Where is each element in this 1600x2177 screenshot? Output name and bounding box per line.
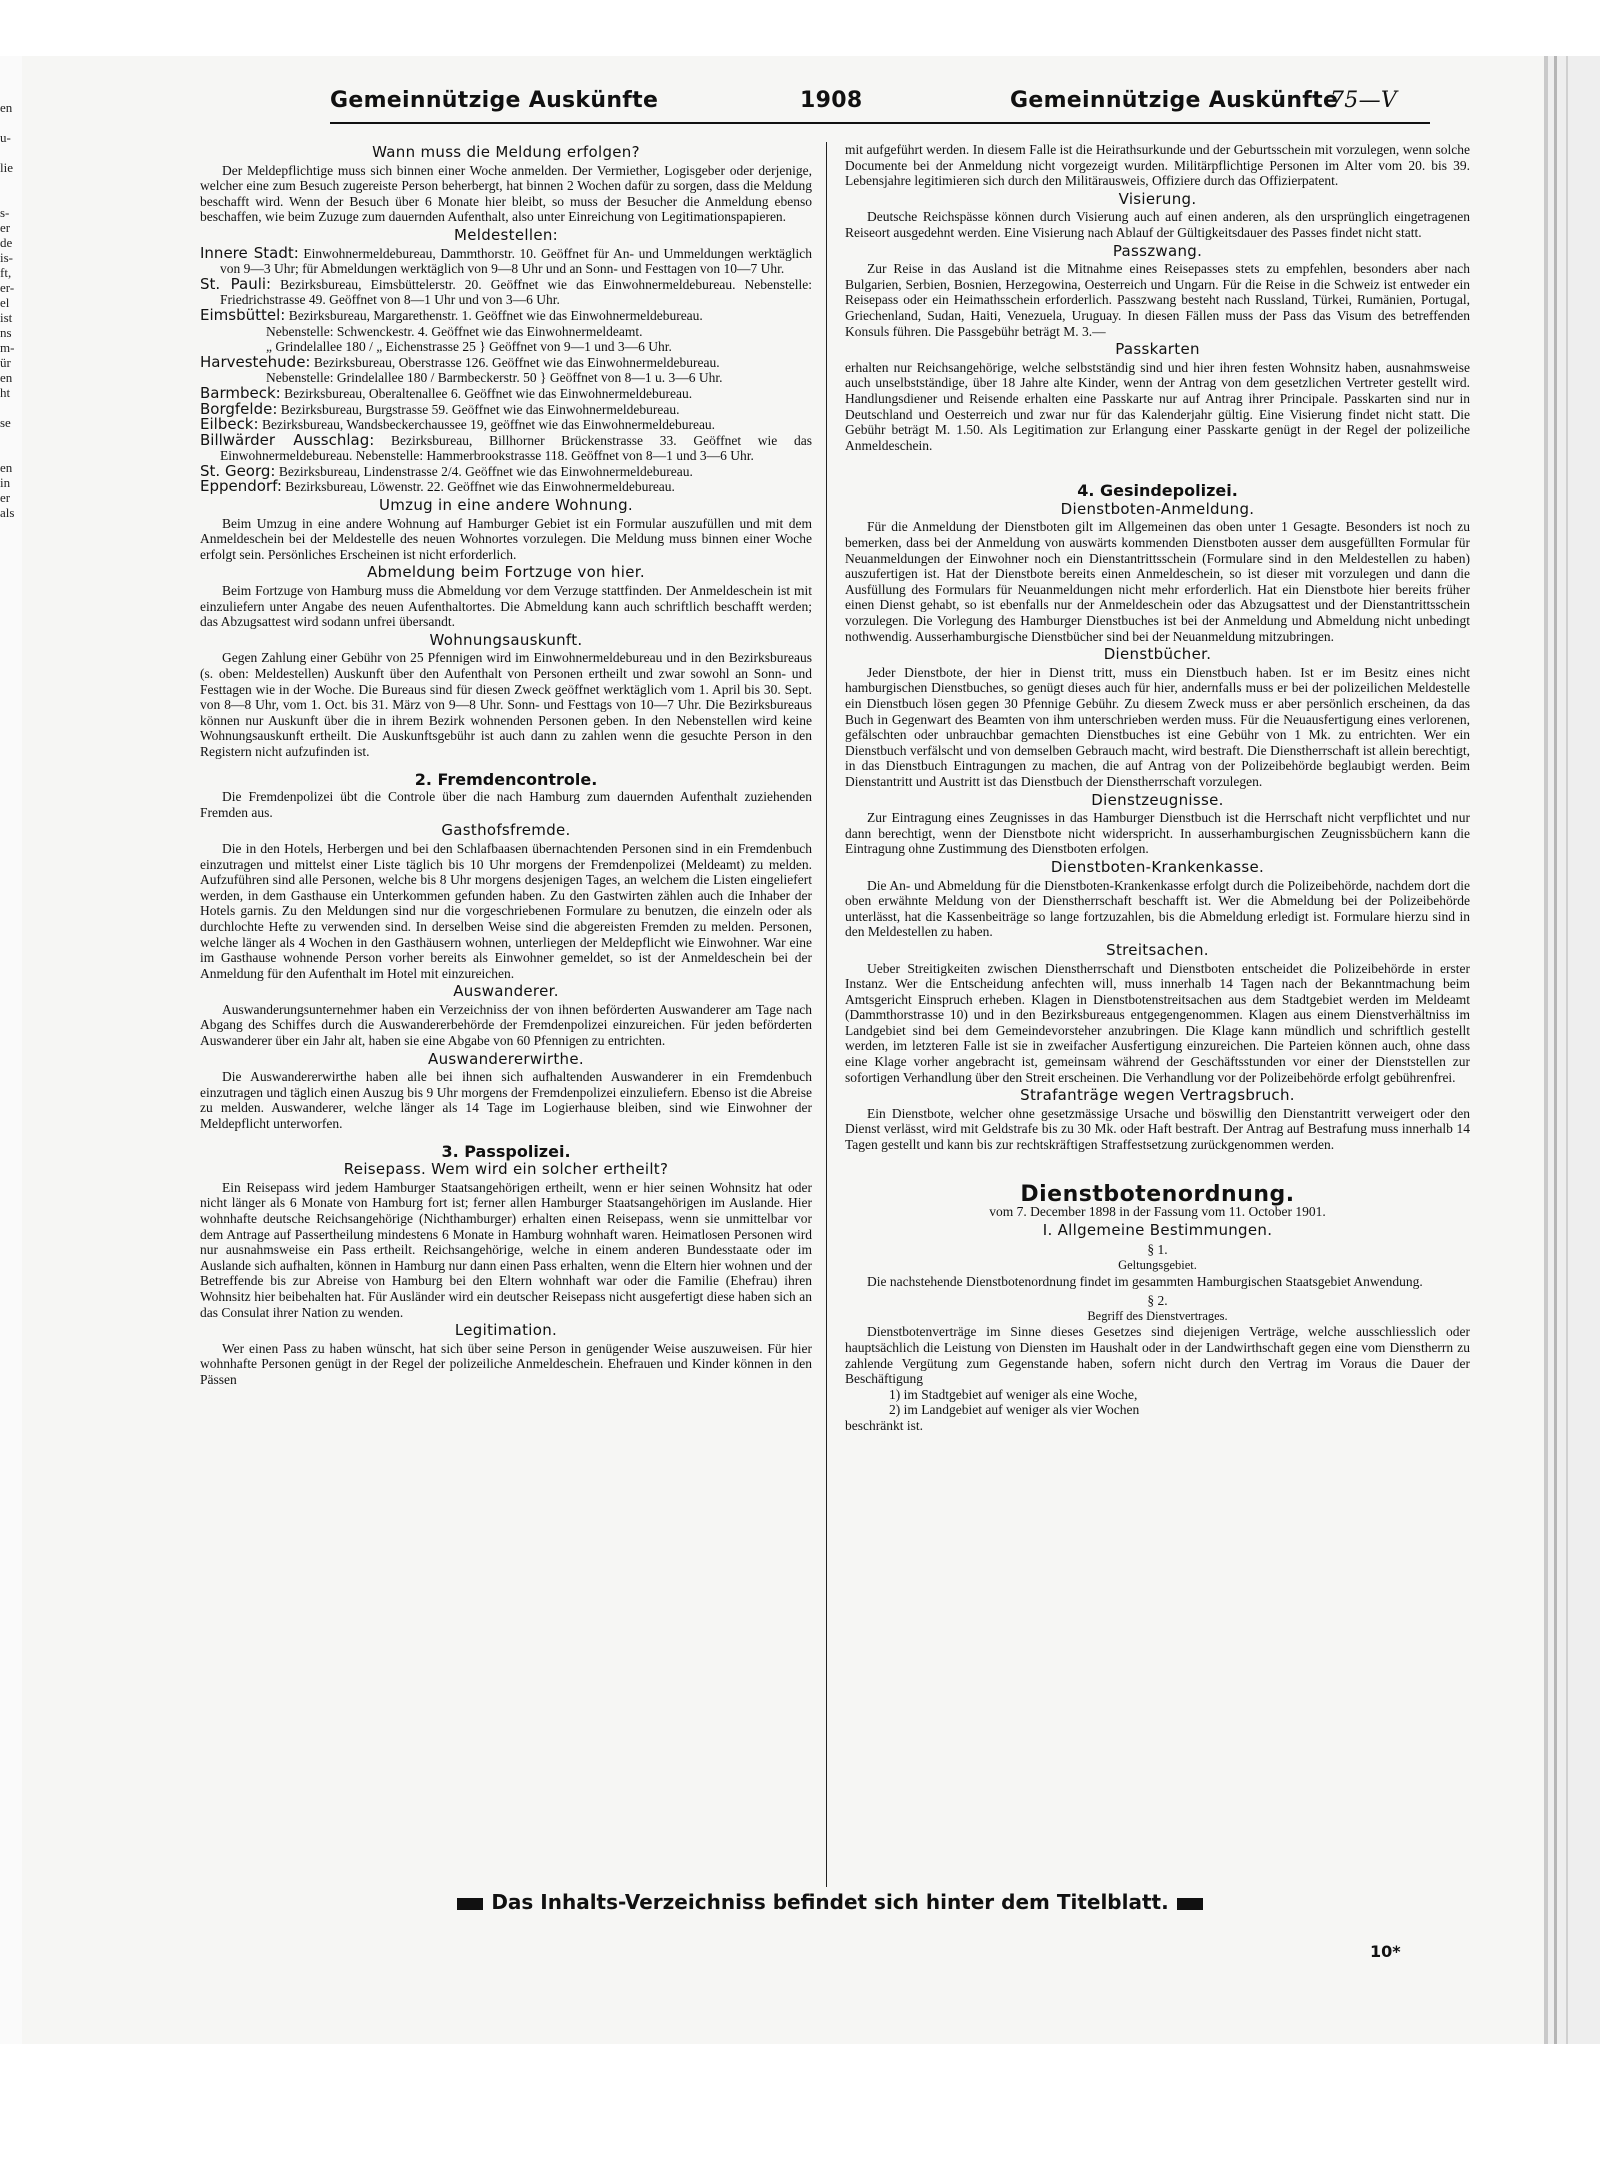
section-heading: Gasthofsfremde. [441,821,571,840]
paragraph: mit aufgeführt werden. In diesem Falle ist die Heirathsurkunde und der Geburtsschein mit vorzulegen, wenn solche Documente bei der Anmeldung nicht vorgezeigt wurden. Militärpflichtige Personen im Alter vom 20. bis 39. Lebensjahre legitimieren sich durch den Militärausweis, Offiziere durch das Offizierpatent. [845,142,1470,189]
section-heading: Reisepass. Wem wird ein solcher ertheilt? [343,1160,669,1179]
footer-notice-text: Das Inhalts-Verzeichniss befindet sich hinter dem Titelblatt. [491,1890,1169,1914]
page-edge [1554,56,1557,2044]
paragraph: Ueber Streitigkeiten zwischen Dienstherrschaft und Dienstboten entscheidet die Polizeibehörde in erster Instanz. Wer die Entscheidung anfechten will, muss innerhalb 14 Tagen nach der Bekanntmachung beim Amtsgericht Einspruch erheben. Klagen in Dienstbotenstreitsachen aus dem Stadtgebiet werden im Meldeamt (Dammthorstrasse 10) und in den Bezirksbureaus entgegengenommen. Klagen aus einem Dienstverhältniss im Landgebiet sind bei dem Gemeindevorsteher anzubringen. Die Klage kann mündlich und schriftlich gestellt werden, im letzteren Falle ist sie in zweifacher Ausfertigung einzureichen. Die Parteien können auch, ohne dass eine Klage vorher angebracht ist, gemeinsam während der Geschäftsstunden vor einer der Dienststellen zur sofortigen Verhandlung über den Streit erscheinen. Die Verhandlung vor der Polizeibehörde erfolgt gebührenfrei. [845,960,1470,1085]
office-entry [200,399,812,418]
district-name: Eppendorf: [200,477,282,496]
pointing-hand-icon [1177,1898,1203,1910]
entry-text: Bezirksbureau, Billhorner Brückenstrasse 33. Geöffnet wie das Einwohnermeldebureau. Nebenstelle: Hammerbrookstrasse 118. Geöffnet von 8—1 und 3—6 Uhr. [220,432,813,464]
branch-entry: Nebenstelle: Grindelallee 180 / Barmbeckerstr. 50 } Geöffnet von 8—1 u. 3—6 Uhr. [266,370,723,386]
paragraph: Jeder Dienstbote, der hier in Dienst tritt, muss ein Dienstbuch haben. Ist er im Besitz eines nicht hamburgischen Dienstbuches, so genügt dieses auch für hier, andernfalls muss er bei der polizeilichen Meldestelle ein Dienstbuch lösen gegen 30 Pfennige Gebühr. Zu diesem Zweck muss er aber persönlich erscheinen, da das Buch in Gegenwart des Beamten von ihm unterschrieben werden muss. Für die Neuausfertigung eines verlorenen, gefälschten oder unbrauchbar gemachten Dienstbuches ist eine Gebühr von 1 Mk. zu entrichten. Wer ein Dienstbuch verfälscht und von demselben Gebrauch macht, wird bestraft. Die Dienstherrschaft ist allein berechtigt, in das Dienstbuch Eintragungen zu machen, die auf Antrag von der Polizeibehörde beglaubigt werden. Beim Dienstantritt und Austritt ist das Dienstbuch der Dienstherrschaft vorzulegen. [845,664,1470,789]
chapter-heading: 4. Gesindepolizei. [1077,481,1238,501]
entry-text: Bezirksbureau, Eimsbüttelerstr. 20. Geöffnet wie das Einwohnermeldebureau. Nebenstelle: Friedrichstrasse 49. Geöffnet von 8—1 Uhr und von 3—6 Uhr. [220,276,812,308]
paragraph: Die nachstehende Dienstbotenordnung findet im gesammten Hamburgischen Staatsgebiet Anwendung. [867,1273,1423,1289]
entry-text: Bezirksbureau, Burgstrasse 59. Geöffnet wie das Einwohnermeldebureau. [280,401,680,417]
office-entry [200,352,812,371]
section-heading: Streitsachen. [1106,940,1209,959]
entry-text: Bezirksbureau, Lindenstrasse 2/4. Geöffnet wie das Einwohnermeldebureau. [278,463,693,479]
footer-notice [430,1890,1230,1914]
header-left-title: Gemeinnützige Auskünfte [330,88,659,113]
section-heading: Wohnungsauskunft. [429,630,583,649]
office-entry [200,274,812,308]
gutter-text: en u- lie s- er de is- ft, er- el ist ns m- ür en ht se en in er als [0,100,15,520]
office-entry [200,461,812,480]
chapter-heading: 3. Passpolizei. [441,1141,571,1161]
paragraph: Beim Fortzuge von Hamburg muss die Abmeldung vor dem Verzuge stattfinden. Der Anmeldeschein ist mit einzuliefern unter Angabe des neuen Aufenthaltortes. Die Abmeldung kann auch schriftlich beschafft werden; das Abzugsattest wird sodann unfrei übersandt. [200,583,812,630]
paragraph-label: Begriff des Dienstvertrages. [1087,1308,1228,1323]
district-name: Barmbeck: [200,383,281,402]
paragraph-label: Geltungsgebiet. [1118,1258,1197,1272]
list-item: 2) im Landgebiet auf weniger als vier Wochen [889,1402,1140,1418]
section-heading: Strafanträge wegen Vertragsbruch. [1020,1086,1295,1105]
chapter-heading: 2. Fremdencontrole. [414,769,598,789]
pointing-hand-icon [457,1898,483,1910]
paragraph: Für die Anmeldung der Dienstboten gilt im Allgemeinen das oben unter 1 Gesagte. Besonders ist noch zu bemerken, dass bei der Anmeldung von auswärts kommenden Dienstboten ausser dem ausgefüllten Formular für Neuanmeldungen der Einwohner noch ein Dienstantrittsschein (Formulare sind in den Meldestellen zu haben) auszufertigen ist. Hat der Dienstbote bereits einen Anmeldeschein, so ist dieser mit vorzulegen und dann die Ausfüllung des Formulars für Neuanmeldungen nicht mehr erforderlich. Hat ein Dienstbote hier bereits früher einen Dienst gehabt, so ist ebenfalls nur der Anmeldeschein oder das Abzugsattest und der Dienstantrittsschein vorzulegen. Die Vorlegung des Hamburger Dienstbuches ist bei der Anmeldung und Abmeldung nicht unbedingt nothwendig. Ausserhamburgische Dienstbücher sind bei der Neuanmeldung mitzubringen. [845,519,1470,644]
district-name: Borgfelde: [200,399,278,418]
paragraph: Die An- und Abmeldung für die Dienstboten-Krankenkasse erfolgt durch die Polizeibehörde, nachdem dort die oben erwähnte Meldung von der Dienstherrschaft beschafft ist. Wer die Abmeldung bei der Polizeibehörde unterlässt, hat die Kassenbeiträge so lange fortzuzahlen, bis die Abmeldung erledigt ist. Formulare hierzu sind in den Meldestellen zu haben. [845,877,1470,940]
office-entry [200,383,812,402]
office-entry [200,430,813,464]
paragraph: Wer einen Pass zu haben wünscht, hat sich über seine Person in genügender Weise auszuweisen. Für hier wohnhafte Personen genügt in der Regel der polizeiliche Anmeldeschein. Ehefrauen und Kinder können in den Pässen [200,1340,812,1387]
right-column [845,142,1470,1434]
paragraph: Dienstbotenverträge im Sinne dieses Gesetzes sind diejenigen Verträge, welche ausschliesslich oder hauptsächlich die Leistung von Diensten im Haushalt oder in der Landwirthschaft gegen eine vom Dienstherrn zu zahlende Vergütung zum Gegenstande haben, sofern nicht durch den Vertrag im Voraus die Dauer der Beschäftigung [845,1324,1470,1387]
branch-entry: „ Grindelallee 180 / „ Eichenstrasse 25 } Geöffnet von 9—1 und 3—6 Uhr. [266,339,672,355]
section-heading: Meldestellen: [453,225,559,244]
entry-text: Bezirksbureau, Wandsbeckerchaussee 19, geöffnet wie das Einwohnermeldebureau. [261,417,716,433]
section-heading: Passkarten [1115,340,1200,359]
page-header [330,88,1430,122]
signature-mark: 10* [1370,1942,1401,1961]
paragraph: Gegen Zahlung einer Gebühr von 25 Pfennigen wird im Einwohnermeldebureau und in den Bezirksbureaus (s. oben: Meldestellen) Auskunft über den Aufenthalt von Personen ertheilt und zwar sowohl an Sonn- und Festtagen wie in der Woche. Die Bureaus sind für diesen Zweck geöffnet werktäglich vom 1. April bis 30. Sept. von 8—8 Uhr, vom 1. Oct. bis 31. März von 9—8 Uhr. Sonn- und Festtags von 10—7 Uhr. Die Bezirksbureaus können nur Auskunft über die in ihrem Bezirk wohnenden Personen geben. In den Nebenstellen wird keine Wohnungsauskunft ertheilt. Die Auskunftsgebühr ist auch dann zu zahlen wenn die gesuchte Person in den Registern nicht aufzufinden ist. [200,650,812,759]
section-heading: Wann muss die Meldung erfolgen? [372,143,640,161]
paragraph: Ein Dienstbote, welcher ohne gesetzmässige Ursache und böswillig den Dienstantritt verweigert oder den Dienst verlässt, wird mit Geldstrafe bis zu 30 Mk. oder Haft bestraft. Der Antrag auf Bestrafung muss innerhalb 14 Tagen gestellt und kann bis zur rechtskräftigen Straffestsetzung zurückgenommen werden. [845,1105,1470,1153]
section-heading: Passzwang. [1112,241,1203,260]
section-heading: Umzug in eine andere Wohnung. [378,496,634,515]
office-entry [200,479,812,495]
paragraph: Der Meldepflichtige muss sich binnen einer Woche anmelden. Der Vermiether, Logisgeber oder derjenige, welcher eine zum Besuch zugereiste Person beherbergt, hat binnen 2 Wochen dafür zu sorgen, dass die Meldung beschafft wird. Wenn der Besuch über 6 Monate hier bleibt, so muss der Besucher die Anmeldung ebenso beschaffen, wie beim Zuzuge zum dauernden Aufenthalt, also unter Einreichung von Legitimationspapieren. [200,162,812,225]
paragraph: Die Auswandererwirthe haben alle bei ihnen sich aufhaltenden Auswanderer in ein Fremdenbuch einzutragen und täglich einen Auszug bis 9 Uhr morgens der Fremdenpolizei einzuliefern. Ebenso ist die Abreise zu melden. Auswanderer, welche länger als 14 Tage im Logierhause bleiben, sind wie Einwohner der Meldepflicht unterworfen. [200,1069,812,1132]
paragraph: Ein Reisepass wird jedem Hamburger Staatsangehörigen ertheilt, wenn er hier seinen Wohnsitz hat oder nicht länger als 6 Monate von Hamburg fort ist; ferner allen Hamburger Staatsangehörigen im Auslande. Hier wohnhafte deutsche Reichsangehörige (Nichthamburger) erhalten einen Reisepass, wenn sie unmittelbar vor dem Antrage auf Passertheilung mindestens 6 Monate in Hamburg wohnhaft waren. Heimatlosen Personen wird nur ausnahmsweise ein Pass ertheilt. Reichsangehörige, welche in einem anderen Bundesstaate oder im Auslande sich aufhalten, können in Hamburg nur dann einen Pass erhalten, wenn die Eltern hier wohnen und der Betreffende bis zur Abreise von Hamburg bei den Eltern wohnhaft war oder die Familie (Ehefrau) ihren Wohnsitz hier beibehalten hat. Für Ausländer wird ein deutscher Reisepass nicht ausgefertigt diese haben sich an das Consulat ihrer Nation zu wenden. [200,1179,812,1320]
paragraph: erhalten nur Reichsangehörige, welche selbstständig sind und hier ihren festen Wohnsitz haben, ausnahmsweise auch unselbstständige, über 18 Jahre alte Kinder, wenn der Antrag von dem gesetzlichen Vertreter gestellt wird. Handlungsdiener und Reisende erhalten eine Passkarte nur auf Antrag ihrer Principale. Passkarten sind nur in Deutschland und Oesterreich und zwar nur für das Kalenderjahr gültig. Eine Visierung findet nicht statt. Die Gebühr beträgt M. 1.50. Als Legitimation zur Erlangung einer Passkarte genügt in der Regel der polizeiliche Anmeldeschein. [845,359,1470,453]
entry-text: Bezirksbureau, Oberstrasse 126. Geöffnet wie das Einwohnermeldebureau. [313,354,720,370]
paragraph: Die Fremdenpolizei übt die Controle über die nach Hamburg zum dauernden Aufenthalt zuziehenden Fremden aus. [200,789,812,820]
entry-text: Bezirksbureau, Margarethenstr. 1. Geöffnet wie das Einwohnermeldebureau. [288,307,703,323]
district-name: Billwärder Ausschlag: [200,430,375,449]
district-name: Innere Stadt: [200,243,299,262]
header-right-title: Gemeinnützige Auskünfte [1010,88,1339,113]
paragraph-number: § 2. [1147,1293,1168,1309]
page-edge [1566,56,1568,2044]
office-entry [200,305,812,324]
entry-text: Einwohnermeldebureau, Dammthorstr. 10. Geöffnet für An- und Ummeldungen werktäglich von 9—3 Uhr; für Abmeldungen werktäglich von 9—8 Uhr und an Sonn- und Festtagen von 10—7 Uhr. [220,245,813,277]
paragraph: Auswanderungsunternehmer haben ein Verzeichniss der von ihnen beförderten Auswanderer am Tage nach Abgang des Schiffes durch die Auswandererbehörde der Fremdenpolizei einzureichen. Für jeden beförderten Auswanderer über ein Jahr alt, haben sie eine Abgabe von 60 Pfennigen zu entrichten. [200,1001,812,1049]
left-column [200,142,812,1388]
paragraph: Die in den Hotels, Herbergen und bei den Schlafbaasen übernachtenden Personen sind in ein Fremdenbuch einzutragen und mittelst einer Liste täglich bis 10 Uhr morgens der Fremdenpolizei (Meldeamt) zu melden. Aufzuführen sind alle Personen, welche bis 8 Uhr morgens desjenigen Tages, an welchem die Listen eingeliefert werden, in dem Gasthause ein Unterkommen gefunden haben. Zu den Gastwirten zählen auch die Inhaber der Hotels garnis. Zu den Meldungen sind nur die vorgeschriebenen Formulare zu benutzen, die einzeln oder als durchlochte Hefte zu verwenden sind. In derselben Weise sind die abgereisten Fremden zu melden. Personen, welche länger als 4 Wochen in den Gasthäusern wohnen, unterliegen der Meldepflicht wie Einwohner. War eine im Gasthause wohnende Person vorher bereits als Einwohner gemeldet, so ist der Anmeldeschein bei der Anmeldung für den Aufenthalt im Hotel mit einzureichen. [200,840,812,981]
header-page-number: 75—V [1330,88,1398,113]
header-rule [330,122,1430,124]
section-heading: I. Allgemeine Bestimmungen. [1042,1220,1273,1239]
paragraph: Zur Reise in das Ausland ist die Mitnahme eines Reisepasses stets zu empfehlen, besonders aber nach Bulgarien, Serbien, Bosnien, Herzegowina, Oesterreich und Ungarn. Für die Reise in die Schweiz ist entweder ein Reisepass oder ein Heimathsschein erforderlich. Passzwang besteht nach Russland, Türkei, Rumänien, Portugal, Griechenland, Sudan, Haiti, Venezuela, Uruguay. In diesen Fällen muss der Pass das Visum des betreffenden Konsuls führen. Die Passgebühr beträgt M. 3.— [845,261,1470,339]
section-heading: Legitimation. [454,1321,558,1340]
office-entry [200,243,813,277]
entry-text: Bezirksbureau, Löwenstr. 22. Geöffnet wie das Einwohnermeldebureau. [285,479,675,495]
paragraph-number: § 1. [1147,1242,1168,1258]
district-name: Harvestehude: [200,352,311,371]
paragraph: Beim Umzug in eine andere Wohnung auf Hamburger Gebiet ist ein Formular auszufüllen und mit dem Anmeldeschein bei der Meldestelle des neuen Wohnortes vorzulegen. Die Meldung muss binnen einer Woche erfolgt sein. Persönliches Erscheinen ist nicht erforderlich. [200,515,812,562]
section-heading: Auswandererwirthe. [428,1049,584,1068]
district-name: Eilbeck: [200,415,259,434]
paragraph: beschränkt ist. [845,1417,923,1433]
page-edge [1544,56,1548,2044]
district-name: St. Georg: [200,461,276,480]
section-heading: Visierung. [1118,189,1197,208]
section-heading: Dienstbücher. [1103,645,1212,664]
section-heading: Dienstboten-Anmeldung. [1060,499,1255,518]
section-heading: Abmeldung beim Fortzuge von hier. [367,563,645,582]
entry-text: Bezirksbureau, Oberaltenallee 6. Geöffnet wie das Einwohnermeldebureau. [284,385,693,401]
ordinance-date: vom 7. December 1898 in der Fassung vom 11. October 1901. [989,1204,1326,1220]
paragraph: Deutsche Reichspässe können durch Visierung auch auf einen anderen, als den ursprünglich eingetragenen Reiseort ausgedehnt werden. Eine Visierung nach Ablauf der Gültigkeitsdauer des Passes findet nicht statt. [845,209,1470,240]
paragraph: Zur Eintragung eines Zeugnisses in das Hamburger Dienstbuch ist die Herrschaft nicht verpflichtet und nur dann berechtigt, wenn der Dienstbote nicht widerspricht. In ausserhamburgischen Zeugnissbüchern kann die Eintragung ohne Zustimmung des Dienstboten erfolgen. [845,810,1470,857]
district-name: Eimsbüttel: [200,305,286,324]
list-item: 1) im Stadtgebiet auf weniger als eine Woche, [889,1386,1138,1402]
header-year: 1908 [800,88,863,113]
column-divider [826,142,827,1887]
ordinance-title: Dienstbotenordnung. [1020,1181,1295,1207]
section-heading: Dienstboten-Krankenkasse. [1050,857,1265,876]
branch-entry: Nebenstelle: Schwenckestr. 4. Geöffnet wie das Einwohnermeldeamt. [266,323,643,339]
district-name: St. Pauli: [200,274,272,293]
section-heading: Auswanderer. [453,982,559,1001]
section-heading: Dienstzeugnisse. [1091,790,1224,809]
